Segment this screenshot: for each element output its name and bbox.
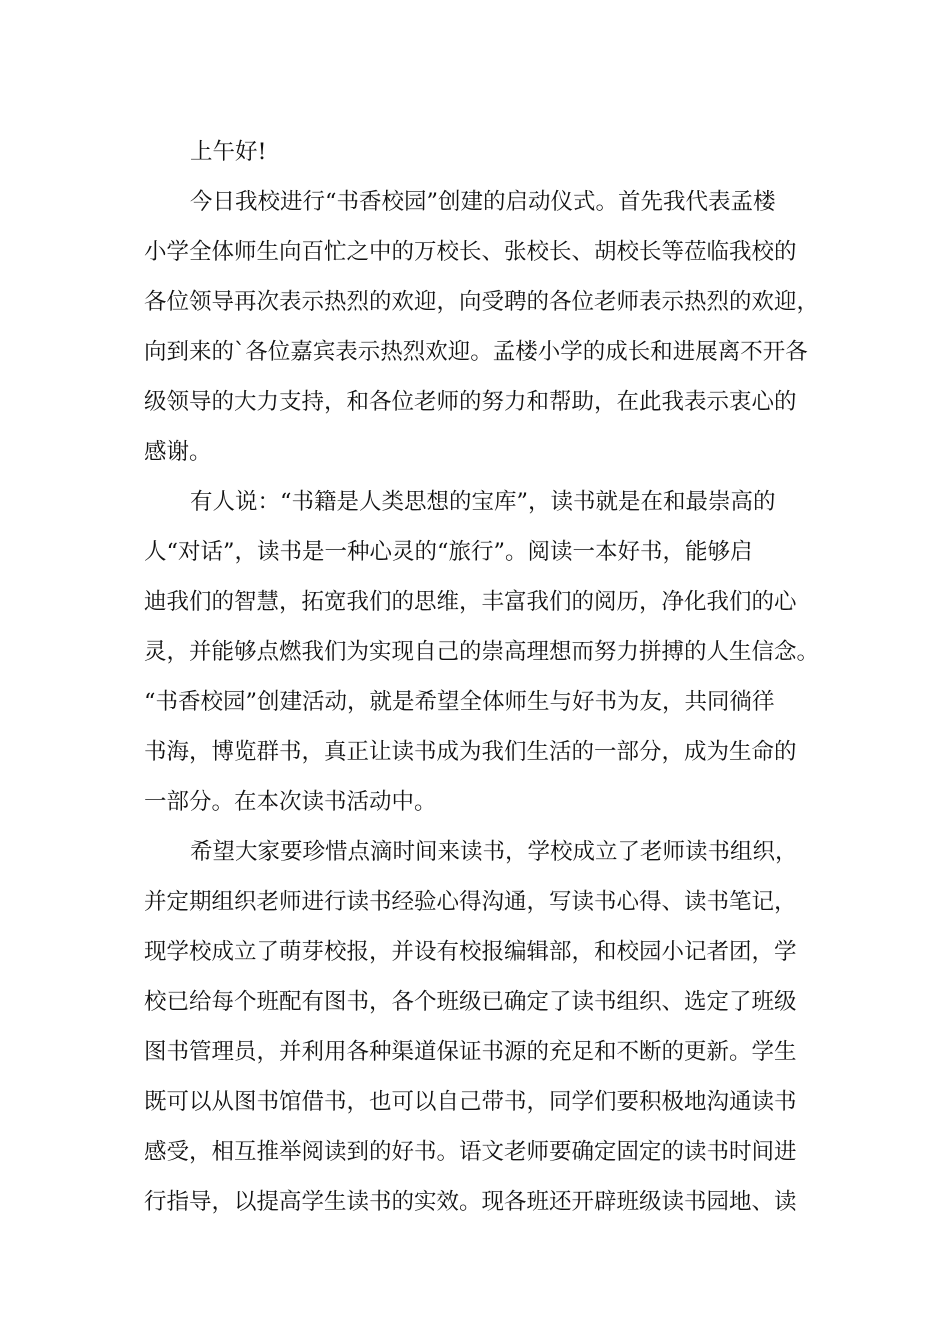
text-line: 各位领导再次表示热烈的欢迎，向受聘的各位老师表示热烈的欢迎， [144, 289, 820, 315]
text-line: 行指导，以提高学生读书的实效。现各班还开辟班级读书园地、读 [144, 1189, 797, 1215]
text-line: 有人说：“书籍是人类思想的宝库”，读书就是在和最崇高的 [190, 489, 776, 515]
text-line: 校已给每个班配有图书，各个班级已确定了读书组织、选定了班级 [144, 989, 797, 1015]
text-line: 感受，相互推举阅读到的好书。语文老师要确定固定的读书时间进 [144, 1139, 797, 1165]
text-line: 小学全体师生向百忙之中的万校长、张校长、胡校长等莅临我校的 [144, 239, 797, 265]
text-line: 迪我们的智慧，拓宽我们的思维，丰富我们的阅历，净化我们的心 [144, 589, 797, 615]
text-line: 既可以从图书馆借书，也可以自己带书，同学们要积极地沟通读书 [144, 1089, 797, 1115]
text-line: 人“对话”，读书是一种心灵的“旅行”。阅读一本好书，能够启 [144, 539, 753, 565]
text-line: 图书管理员，并利用各种渠道保证书源的充足和不断的更新。学生 [144, 1039, 797, 1065]
text-line: 并定期组织老师进行读书经验心得沟通，写读书心得、读书笔记， [144, 889, 797, 915]
text-line: 上午好! [190, 139, 267, 165]
text-line: “书香校园”创建活动，就是希望全体师生与好书为友，共同徜徉 [144, 689, 775, 715]
text-line: 希望大家要珍惜点滴时间来读书，学校成立了老师读书组织， [190, 839, 798, 865]
text-line: 级领导的大力支持，和各位老师的努力和帮助，在此我表示衷心的 [144, 389, 797, 415]
text-line: 向到来的`各位嘉宾表示热烈欢迎。孟楼小学的成长和进展离不开各 [144, 339, 808, 365]
text-line: 现学校成立了萌芽校报，并设有校报编辑部，和校园小记者团，学 [144, 939, 797, 965]
text-line: 一部分。在本次读书活动中。 [144, 789, 437, 815]
text-line: 今日我校进行“书香校园”创建的启动仪式。首先我代表孟楼 [190, 189, 776, 215]
text-line: 书海，博览群书，真正让读书成为我们生活的一部分，成为生命的 [144, 739, 797, 765]
text-line: 感谢。 [144, 439, 212, 465]
text-line: 灵，并能够点燃我们为实现自己的崇高理想而努力拼搏的人生信念。 [144, 639, 820, 665]
